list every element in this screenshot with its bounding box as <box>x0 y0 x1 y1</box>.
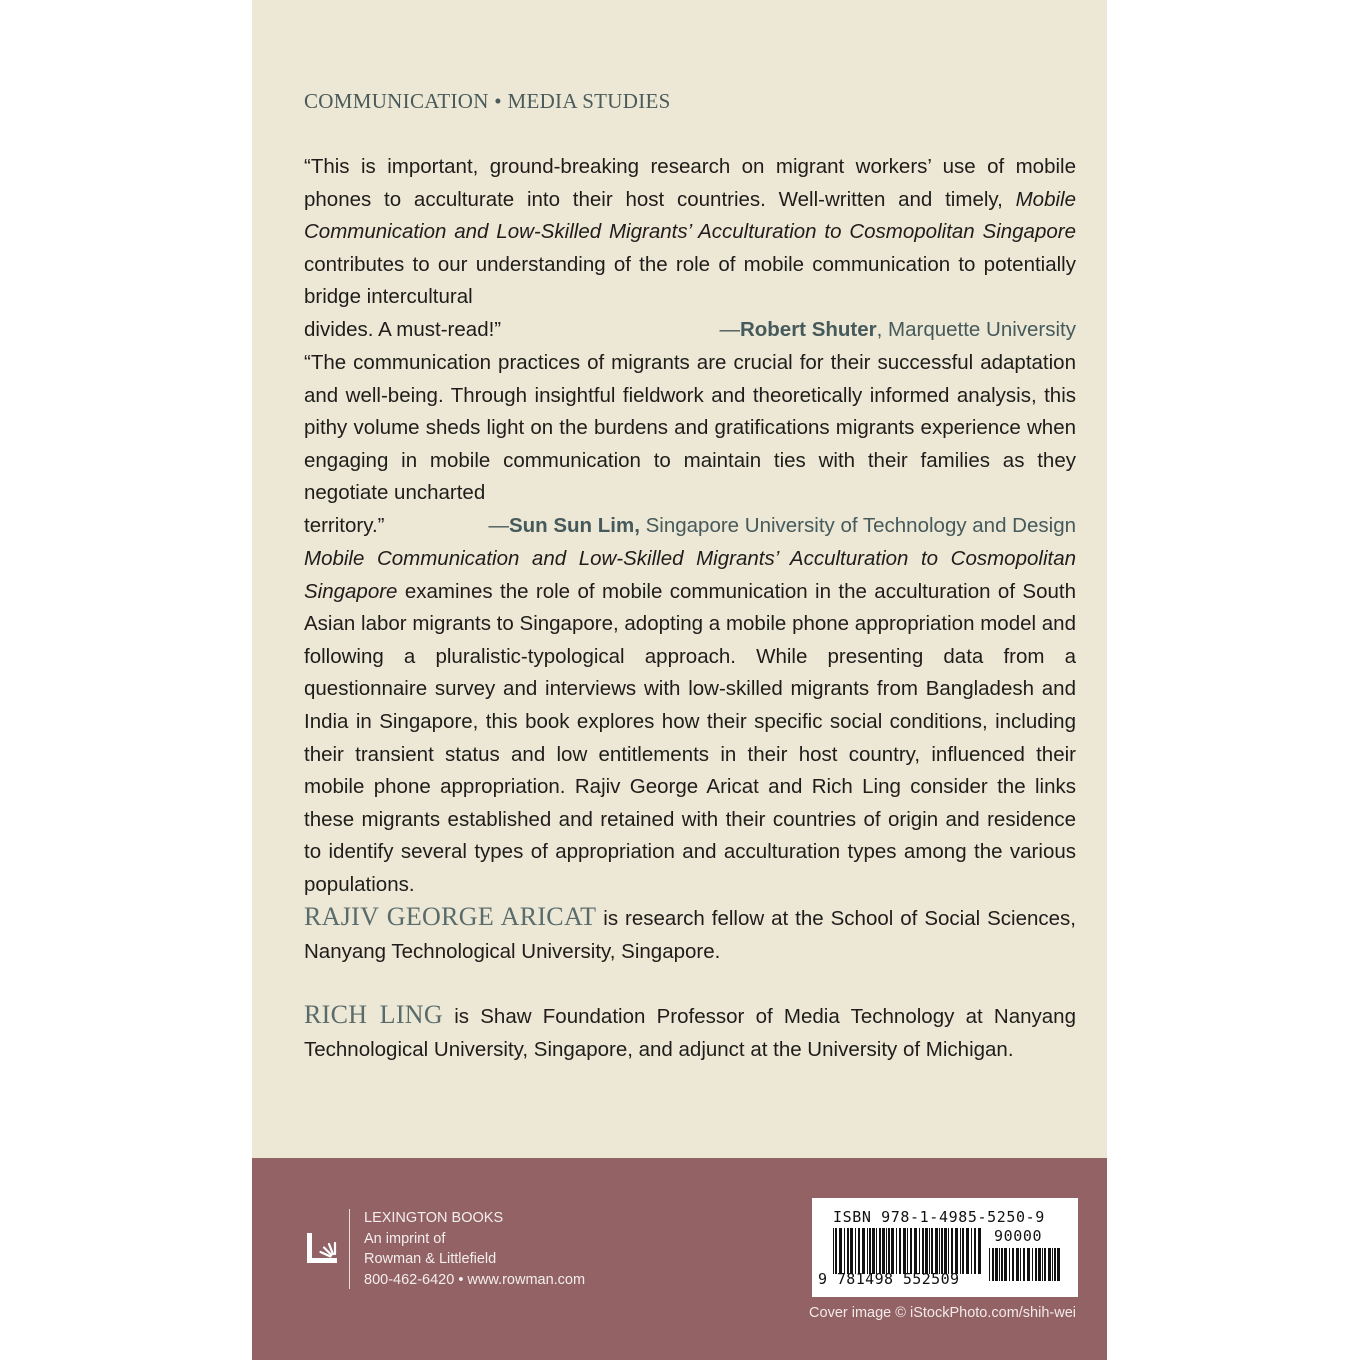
barcode-bar <box>896 1228 897 1274</box>
barcode-bar <box>872 1228 875 1274</box>
barcode-bar <box>907 1228 908 1274</box>
barcode-bar <box>955 1228 958 1274</box>
barcode-bar <box>855 1228 856 1274</box>
quote-attribution-line <box>304 510 1076 543</box>
barcode-bar <box>899 1228 901 1274</box>
barcode-bar <box>971 1228 972 1274</box>
author-name: RAJIV GEORGE ARICAT <box>304 902 597 931</box>
barcode-bar <box>941 1228 943 1274</box>
cover-image-credit: Cover image © iStockPhoto.com/shih-wei <box>809 1305 1076 1321</box>
barcode-bar <box>847 1228 849 1274</box>
publisher-parent: Rowman & Littlefield <box>364 1251 497 1267</box>
barcode-bar <box>869 1228 871 1274</box>
barcode-bar <box>999 1248 1000 1281</box>
barcode-bar <box>960 1228 961 1274</box>
barcode-bar <box>1012 1248 1014 1281</box>
barcode-bar <box>876 1228 877 1274</box>
endorser-affiliation: , Marquette University <box>876 317 1076 341</box>
barcode-bar <box>1001 1248 1003 1281</box>
barcode-bar <box>858 1228 860 1274</box>
barcode-bar <box>835 1228 837 1274</box>
publisher-name: LEXINGTON BOOKS <box>364 1210 504 1226</box>
quote-text-end: divides. A must-read!” <box>304 317 502 341</box>
isbn-label: ISBN 978-1-4985-5250-9 <box>833 1208 1045 1226</box>
barcode-bar <box>882 1228 885 1274</box>
barcode-bar <box>850 1228 853 1274</box>
quote-attribution-line <box>304 314 1076 347</box>
barcode-bar <box>1057 1248 1060 1281</box>
barcode-bar <box>925 1228 928 1274</box>
barcode-bar <box>919 1228 920 1274</box>
author-bio <box>304 901 1076 968</box>
barcode-bar <box>879 1228 881 1274</box>
barcode-bar <box>974 1228 976 1274</box>
barcode-bar <box>948 1228 949 1274</box>
publisher-divider <box>349 1209 350 1289</box>
quote-text: “This is important, ground-breaking research on migrant workers’ use of mobile phones to acculturate into their host countries. Well-written and timely, <box>304 155 1076 211</box>
author-name: RICH LING <box>304 1000 443 1029</box>
barcode-bar <box>833 1228 834 1274</box>
barcode-bar <box>1016 1248 1019 1281</box>
barcode-bar <box>891 1228 894 1274</box>
book-title: Mobile Communication and Low-Skilled Migrants’ Acculturation to Cosmopolitan Singapore <box>304 187 1076 244</box>
quote-text-end: territory.” <box>304 513 385 537</box>
endorser-affiliation: Singapore University of Technology and Design <box>639 513 1076 537</box>
barcode-bar <box>839 1228 842 1274</box>
barcode-bar <box>1020 1248 1021 1281</box>
barcode-bar <box>922 1228 924 1274</box>
barcode-bar <box>910 1228 912 1274</box>
category-label: COMMUNICATION • MEDIA STUDIES <box>304 89 671 113</box>
book-title: Mobile Communication and Low-Skilled Migrants’ Acculturation to Cosmopolitan Singapore <box>304 547 1076 603</box>
barcode-bar <box>1042 1248 1043 1281</box>
barcode-bar <box>966 1228 969 1274</box>
barcode-bar <box>888 1228 890 1274</box>
barcode-bar <box>931 1228 933 1274</box>
barcode-bar <box>867 1228 868 1274</box>
barcode-bar <box>939 1228 940 1274</box>
quote-attribution <box>488 510 1076 543</box>
addon-barcode-bars <box>989 1248 1063 1281</box>
endorser-name: Sun Sun Lim, <box>508 513 640 537</box>
barcode-bar <box>929 1228 930 1274</box>
barcode-bar <box>935 1228 938 1274</box>
barcode-bar <box>862 1228 865 1274</box>
quote-text: contributes to our understanding of the role of mobile communication to potentially bridge intercultural <box>304 252 1076 309</box>
barcode-bar <box>1038 1248 1041 1281</box>
description-text: examines the role of mobile communication in the acculturation of South Asian labor migrants to Singapore, adopting a mobile phone appropriation model and following a pluralistic-typological approach. While presenting data from a questionnaire survey and interviews with low-skilled migrants from Bangladesh and India in Singapore, this book explores how their specific social conditions, including their transient status and low entitlements in their host country, influenced their mobile phone appropriation. Rajiv George Aricat and Rich Ling consider the links these migrants established and retained with their countries of origin and residence to identify several types of appropriation and acculturation types among the various populations. <box>304 579 1076 896</box>
publisher-info <box>364 1208 585 1290</box>
endorser-name: Robert Shuter <box>739 317 877 341</box>
endorsement-quote <box>304 151 1076 347</box>
barcode-bar <box>903 1228 906 1274</box>
barcode-bars <box>833 1228 981 1274</box>
attribution-dash: — <box>719 317 740 341</box>
barcode-bar <box>978 1228 981 1274</box>
barcode-bar <box>995 1248 998 1281</box>
quote-attribution <box>719 314 1076 347</box>
attribution-dash: — <box>488 513 509 537</box>
author-bio-text: is Shaw Foundation Professor of Media Technology at Nanyang Technological University, Singapore, and adjunct at the University of Michigan. <box>304 1005 1076 1061</box>
barcode-bar <box>844 1228 845 1274</box>
barcode-digits: 9 781498 552509 <box>818 1270 960 1288</box>
barcode-bar <box>886 1228 887 1274</box>
price-addon-number: 90000 <box>994 1227 1043 1245</box>
barcode-bar <box>962 1228 964 1274</box>
barcode-bar <box>1023 1248 1025 1281</box>
barcode-bar <box>1052 1248 1053 1281</box>
publisher-logo-icon <box>306 1232 338 1264</box>
author-bio-text: is research fellow at the School of Social Sciences, Nanyang Technological University, Singapore. <box>304 907 1076 963</box>
barcode-bar <box>1044 1248 1046 1281</box>
barcode-bar <box>1027 1248 1030 1281</box>
barcode-bar <box>992 1248 994 1281</box>
barcode-bar <box>1032 1248 1033 1281</box>
barcode-bar <box>1009 1248 1010 1281</box>
barcode-bar <box>914 1228 917 1274</box>
publisher-imprint-line: An imprint of <box>364 1230 446 1247</box>
endorsement-quote <box>304 347 1076 543</box>
barcode-bar <box>1035 1248 1037 1281</box>
barcode-bar <box>1048 1248 1051 1281</box>
book-description <box>304 543 1076 902</box>
barcode-bar <box>1054 1248 1056 1281</box>
barcode-bar <box>1004 1248 1007 1281</box>
author-bio <box>304 999 1076 1066</box>
publisher-contact: 800-462-6420 • www.rowman.com <box>364 1271 586 1288</box>
barcode-bar <box>951 1228 953 1274</box>
barcode-bar <box>989 1248 990 1281</box>
quote-text: “The communication practices of migrants are crucial for their successful adaptation and well-being. Through insightful fieldwork and theoretically informed analysis, this pithy volume sheds light on the burdens and gratifications migrants experience when engaging in mobile communication to maintain ties with their families as they negotiate uncharted <box>304 351 1076 505</box>
barcode-bar <box>944 1228 947 1274</box>
